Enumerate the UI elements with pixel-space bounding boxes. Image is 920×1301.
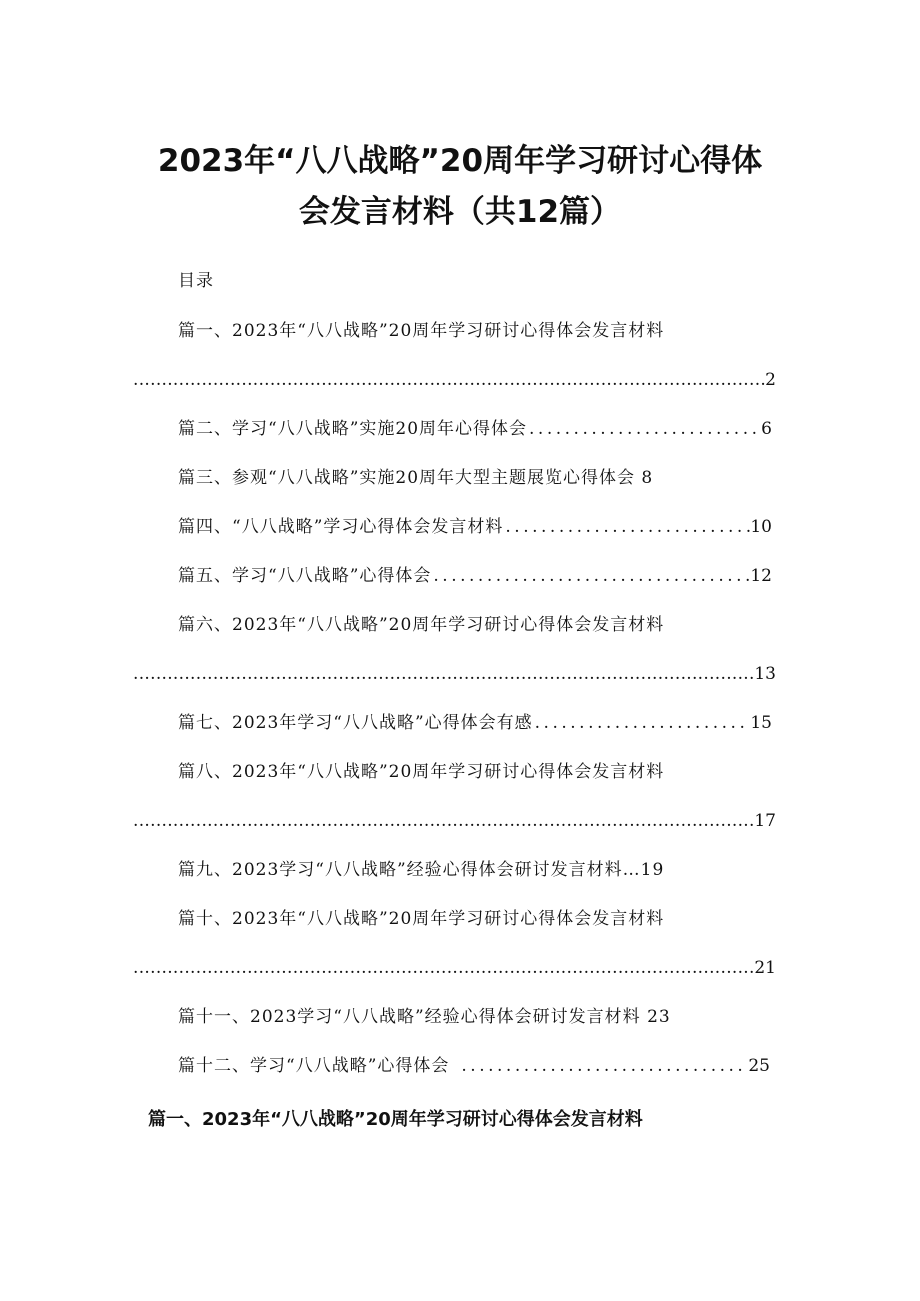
toc-item-8[interactable] [178, 759, 664, 785]
document-title-line-1: 2023年“八八战略”20周年学习研讨心得体 [157, 143, 763, 179]
toc-item-1-text: 篇一、2023年“八八战略”20周年学习研讨心得体会发言材料 [178, 321, 665, 341]
dot-leader [133, 808, 754, 834]
toc-item-12-page: 25 [748, 1056, 770, 1076]
dot-leader [133, 661, 754, 687]
dot-leader [133, 955, 754, 981]
toc-item-8-text: 篇八、2023年“八八战略”20周年学习研讨心得体会发言材料 [178, 762, 665, 782]
toc-item-10[interactable] [178, 906, 664, 932]
toc-item-9-text: 篇九、2023学习“八八战略”经验心得体会研讨发言材料… [178, 860, 641, 880]
toc-item-3-page: 8 [641, 468, 654, 488]
toc-item-6[interactable] [178, 612, 664, 638]
toc-item-8-leader[interactable] [133, 808, 776, 834]
toc-item-10-page: 21 [754, 958, 776, 978]
dot-leader [533, 710, 751, 736]
toc-item-6-page: 13 [754, 664, 776, 684]
dot-leader [133, 367, 765, 393]
dot-leader [527, 416, 761, 442]
toc-item-4-text: 篇四、“八八战略”学习心得体会发言材料 [178, 517, 504, 537]
toc-label: 目录 [178, 271, 214, 291]
toc-item-2-page: 6 [761, 419, 772, 439]
toc-item-1-leader[interactable] [133, 367, 776, 393]
toc-item-2[interactable] [178, 416, 772, 442]
toc-item-11[interactable] [178, 1004, 671, 1030]
toc-item-5-text: 篇五、学习“八八战略”心得体会 [178, 566, 432, 586]
toc-item-7-page: 15 [750, 713, 772, 733]
toc-item-12-text: 篇十二、学习“八八战略”心得体会 [178, 1056, 450, 1076]
toc-item-5[interactable] [178, 563, 772, 589]
toc-item-7[interactable] [178, 710, 772, 736]
toc-item-3-text: 篇三、参观“八八战略”实施20周年大型主题展览心得体会 [178, 468, 636, 488]
document-title-line-2: 会发言材料（共12篇） [298, 194, 622, 230]
toc-item-3[interactable] [178, 465, 653, 491]
toc-item-11-page: 23 [647, 1007, 671, 1027]
dot-leader [449, 1053, 748, 1079]
toc-item-1[interactable] [178, 318, 664, 344]
toc-item-12[interactable] [178, 1053, 770, 1079]
toc-item-2-text: 篇二、学习“八八战略”实施20周年心得体会 [178, 419, 528, 439]
toc-item-4[interactable] [178, 514, 772, 540]
toc-item-10-leader[interactable] [133, 955, 776, 981]
toc-item-6-text: 篇六、2023年“八八战略”20周年学习研讨心得体会发言材料 [178, 615, 665, 635]
dot-leader [503, 514, 750, 540]
toc-item-1-page: 2 [765, 370, 776, 390]
toc-item-9[interactable] [178, 857, 664, 883]
toc-item-5-page: 12 [750, 566, 772, 586]
dot-leader [431, 563, 750, 589]
toc-item-4-page: 10 [750, 517, 772, 537]
toc-item-11-text: 篇十一、2023学习“八八战略”经验心得体会研讨发言材料 [178, 1007, 641, 1027]
section-heading: 篇一、2023年“八八战略”20周年学习研讨心得体会发言材料 [148, 1109, 643, 1130]
toc-item-6-leader[interactable] [133, 661, 776, 687]
toc-item-7-text: 篇七、2023年学习“八八战略”心得体会有感 [178, 713, 533, 733]
toc-item-9-page: 19 [640, 860, 665, 880]
toc-item-10-text: 篇十、2023年“八八战略”20周年学习研讨心得体会发言材料 [178, 909, 665, 929]
toc-item-8-page: 17 [754, 811, 776, 831]
